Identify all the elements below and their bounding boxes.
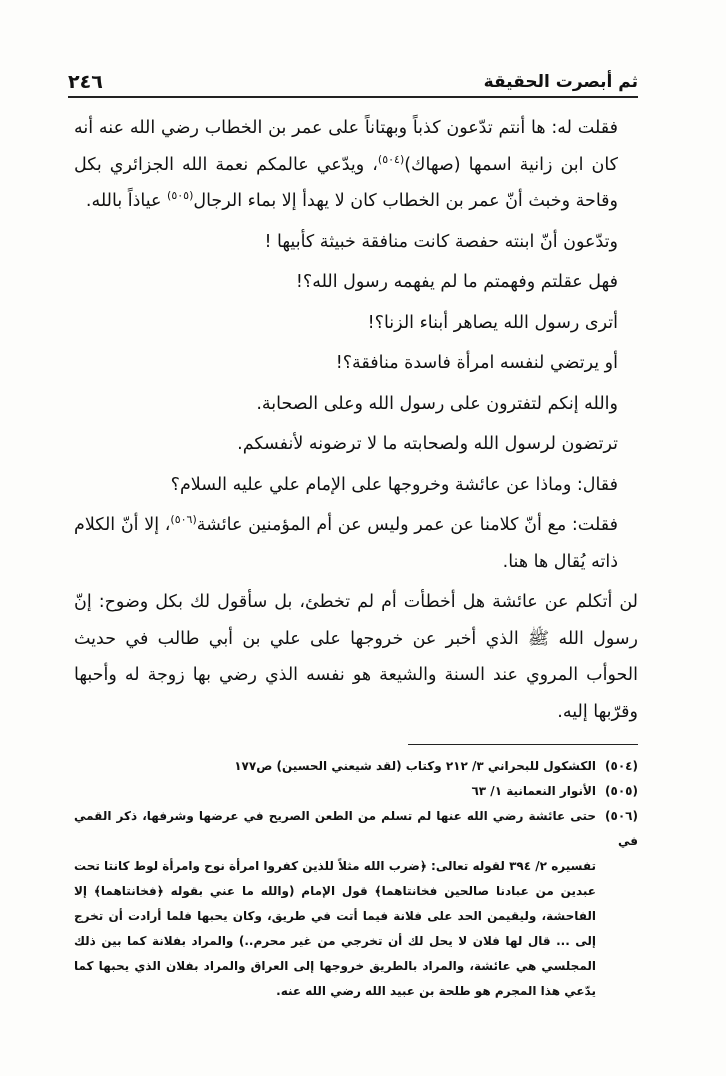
page-header [68, 62, 638, 98]
paragraph-1-part-a: فقلت له: ها أنتم تدّعون كذباً وبهتاناً على عمر بن الخطاب رضي الله عنه أنه كان ابن زانية اسمها (صهاك) [74, 118, 619, 175]
paragraph-3: فهل عقلتم وفهمتم ما لم يفهمه رسول الله؟! [295, 272, 618, 292]
footnotes [74, 754, 638, 1004]
paragraph-9-part-b: ، إلا أنّ الكلام ذاته يُقال ها هنا. [74, 515, 618, 572]
footnote-number: (٥٠٤) [605, 759, 638, 773]
paragraph-4: أترى رسول الله يصاهر أبناء الزنا؟! [367, 312, 618, 333]
footnote-ref-504: (٥٠٤) [377, 152, 405, 166]
footnote-506 [74, 804, 638, 854]
page-number: ٢٤٦ [68, 71, 103, 93]
paragraph-2: وتدّعون أنّ ابنته حفصة كانت منافقة خبيثة كأبيها ! [264, 231, 618, 252]
paragraph-7: ترتضون لرسول الله ولصحابته ما لا ترضونه لأنفسكم. [237, 434, 618, 454]
running-title: ثم أبصرت الحقيقة [483, 72, 638, 92]
paragraph-1 [74, 110, 638, 220]
footnote-505 [74, 779, 638, 804]
paragraph-5: أو يرتضي لنفسه امرأة فاسدة منافقة؟! [335, 353, 618, 373]
paragraph-9 [74, 507, 638, 580]
footnote-text: الأنوار النعمانية ١/ ٦٣ [471, 784, 596, 798]
main-text [74, 110, 638, 730]
footnote-ref-505: (٥٠٥) [167, 189, 194, 203]
paragraph-1-part-c: عياذاً بالله. [85, 191, 168, 211]
footnote-text: الكشكول للبحراني ٣/ ٢١٢ وكتاب (لقد شيعني الحسين) ص١٧٧ [234, 759, 596, 773]
footnote-number: (٥٠٥) [605, 784, 638, 798]
paragraph-8: فقال: وماذا عن عائشة وخروجها على الإمام علي عليه السلام؟ [170, 474, 618, 495]
footnote-number: (٥٠٦) [605, 809, 638, 823]
paragraph-6: والله إنكم لتفترون على رسول الله وعلى الصحابة. [256, 393, 618, 414]
footnote-504 [74, 754, 638, 779]
footnote-text: حتى عائشة رضي الله عنها لم تسلم من الطعن الصريح في عرضها وشرفها، ذكر القمي في [74, 809, 638, 848]
paragraph-9-part-a: فقلت: مع أنّ كلامنا عن عمر وليس عن أم المؤمنين عائشة [196, 515, 618, 535]
paragraph-1-part-b: ، ويدّعي عالمكم نعمة الله الجزائري بكل وقاحة وخبث أنّ عمر بن الخطاب كان لا يهدأ إلا بماء الرجال [74, 154, 618, 211]
paragraph-10: لن أتكلم عن عائشة هل أخطأت أم لم تخطئ، بل سأقول لك بكل وضوح: إنّ رسول الله ﷺ الذي أخبر عن خروجها على علي بن أبي طالب في حديث الحوأب المروي عند السنة والشيعة هو نفسه الذي رضي بها زوجة له وأحبها وقرّبها إليه. [74, 592, 638, 722]
footnote-divider [408, 744, 638, 745]
footnote-506-continuation: تفسيره ٢/ ٣٩٤ لقوله تعالى: ﴿ضرب الله مثلاً للذين كفروا امرأة نوح وامرأة لوط كانتا تحت عبدين من عبادنا صالحين فخانتاهما﴾ قول الإمام (والله ما عني بقوله ﴿فخانتاهما﴾ إلا الفاحشة، وليقيمن الحد على فلانة فيما أتت في طريق، وكان يحبها فلما أرادت أن تخرج إلى ... قال لها فلان لا يحل لك أن تخرجي من غير محرم..) والمراد بفلانة كما بين ذلك المجلسي هي عائشة، والمراد بالطريق خروجها إلى العراق والمراد بفلان الذي يحبها كما يدّعي هذا المجرم هو طلحة بن عبيد الله رضي الله عنه. [74, 859, 596, 998]
footnote-ref-506: (٥٠٦) [170, 513, 197, 527]
